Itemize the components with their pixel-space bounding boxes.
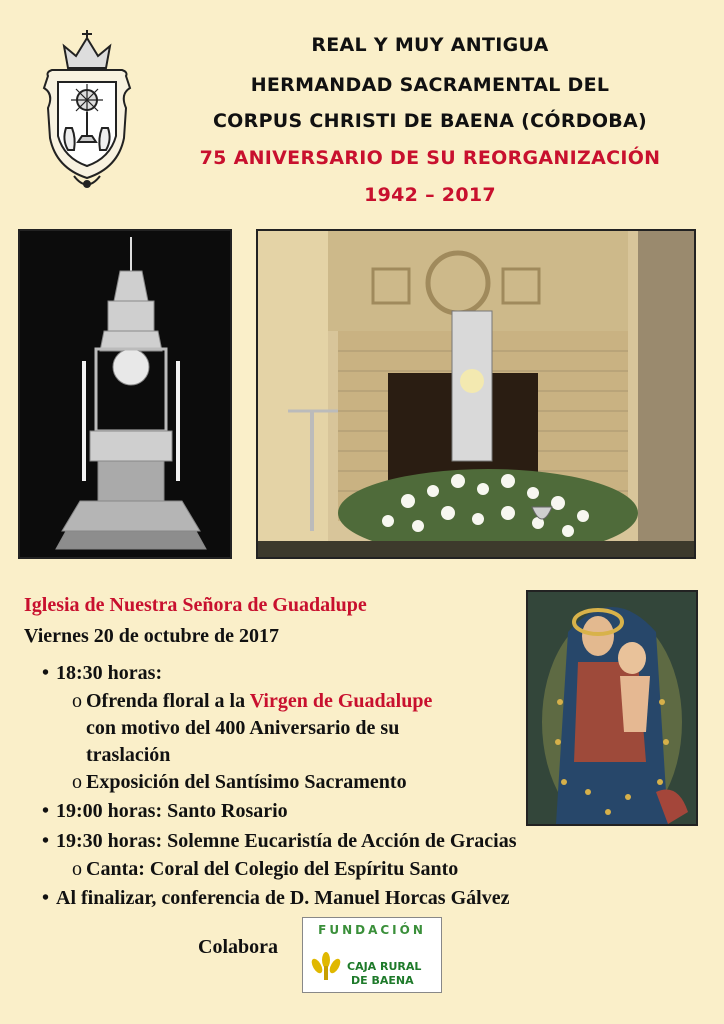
sponsor-logo [302, 917, 442, 993]
item-3-sub: Canta: Coral del Colegio del Espíritu Santo [86, 858, 459, 880]
bullet-icon: • [42, 830, 50, 852]
item-4: Al finalizar, conferencia de D. Manuel Horcas Gálvez [56, 887, 510, 909]
item-1-sub-1-prefix: Ofrenda floral a la [86, 690, 250, 712]
item-1-sub-1-highlight: Virgen de Guadalupe [249, 690, 433, 712]
circle-bullet-icon: o [72, 690, 82, 712]
item-1-time: 18:30 horas: [56, 662, 163, 684]
logo-line-2: DE BAENA [351, 974, 414, 987]
heading-line-2: HERMANDAD SACRAMENTAL DEL [250, 74, 610, 96]
list-item [42, 662, 162, 685]
anniversary-years: 1942 – 2017 [364, 184, 496, 206]
item-1-sub-2: Exposición del Santísimo Sacramento [86, 771, 407, 793]
list-item [72, 771, 407, 794]
list-item [72, 690, 432, 713]
anniversary-title: 75 ANIVERSARIO DE SU REORGANIZACIÓN [199, 147, 661, 169]
heading-line-3: CORPUS CHRISTI DE BAENA (CÓRDOBA) [212, 110, 648, 132]
bullet-icon: • [42, 800, 50, 822]
item-3: 19:30 horas: Solemne Eucaristía de Acción de Gracias [56, 830, 517, 852]
heading-line-1: REAL Y MUY ANTIGUA [311, 34, 549, 56]
church-name: Iglesia de Nuestra Señora de Guadalupe [24, 594, 367, 616]
bullet-icon: • [42, 887, 50, 909]
item-1-sub-1-line-3: traslación [86, 744, 171, 766]
brotherhood-crest-icon [38, 28, 136, 193]
logo-line-1: CAJA RURAL [347, 960, 422, 973]
wheat-logo-icon [309, 950, 343, 987]
item-1-sub-1-line-2: con motivo del 400 Aniversario de su [86, 717, 400, 739]
logo-foundation-text: FUNDACIÓN [318, 923, 426, 937]
item-2: 19:00 horas: Santo Rosario [56, 800, 288, 822]
bullet-icon: • [42, 662, 50, 684]
list-item [42, 887, 509, 910]
list-item [42, 800, 288, 823]
monstrance-photo [18, 229, 232, 559]
circle-bullet-icon: o [72, 858, 82, 880]
colabora-label: Colabora [198, 936, 278, 958]
event-date: Viernes 20 de octubre de 2017 [24, 625, 279, 647]
list-item [72, 858, 458, 881]
virgin-painting-photo [526, 590, 698, 826]
church-portal-photo [256, 229, 696, 559]
circle-bullet-icon: o [72, 771, 82, 793]
list-item [42, 830, 517, 853]
